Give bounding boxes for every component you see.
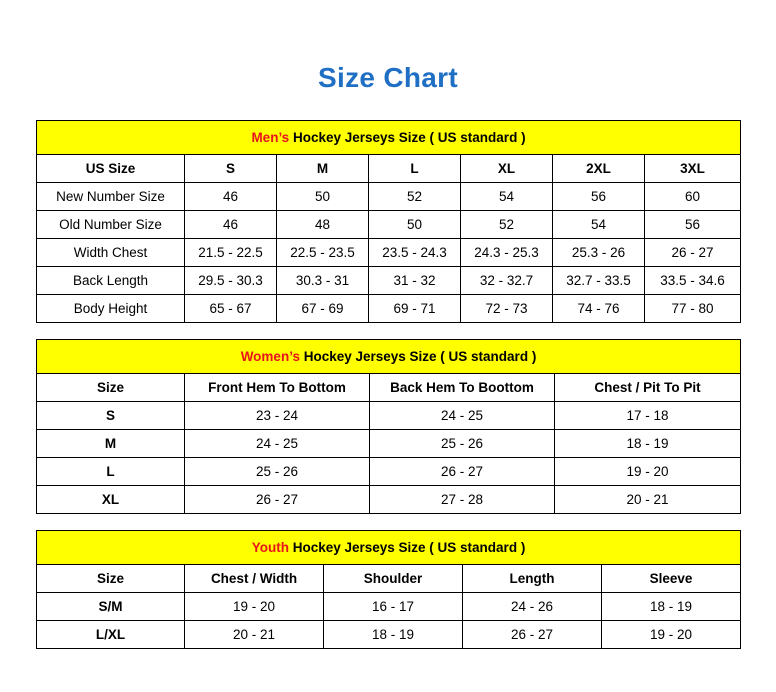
mens-row-1-cell-2: 50 <box>369 211 461 239</box>
womens-row-2-cell-0: 25 - 26 <box>185 458 370 486</box>
mens-row-1-cell-5: 56 <box>645 211 741 239</box>
youth-col-1: Chest / Width <box>185 565 324 593</box>
womens-row-3-cell-1: 27 - 28 <box>370 486 555 514</box>
mens-row-0-cell-4: 56 <box>553 183 645 211</box>
youth-row-1-cell-0: 20 - 21 <box>185 621 324 649</box>
mens-heading-rest: Hockey Jerseys Size ( US standard ) <box>289 129 526 145</box>
womens-row-1-cell-0: 24 - 25 <box>185 430 370 458</box>
table-row <box>37 430 741 458</box>
youth-col-3: Length <box>463 565 602 593</box>
mens-row-0-cell-0: 46 <box>185 183 277 211</box>
mens-heading-group: Men’s <box>251 129 290 145</box>
mens-row-3-cell-3: 32 - 32.7 <box>461 267 553 295</box>
womens-col-1: Front Hem To Bottom <box>185 374 370 402</box>
table-row <box>37 402 741 430</box>
youth-col-0: Size <box>37 565 185 593</box>
mens-row-4-label: Body Height <box>37 295 185 323</box>
youth-heading-group: Youth <box>251 539 289 555</box>
youth-row-1-cell-2: 26 - 27 <box>463 621 602 649</box>
mens-row-2-cell-5: 26 - 27 <box>645 239 741 267</box>
womens-row-1-cell-1: 25 - 26 <box>370 430 555 458</box>
mens-col-0: US Size <box>37 155 185 183</box>
womens-row-1-label: M <box>37 430 185 458</box>
mens-row-2-cell-4: 25.3 - 26 <box>553 239 645 267</box>
mens-row-1-cell-3: 52 <box>461 211 553 239</box>
mens-row-0-cell-3: 54 <box>461 183 553 211</box>
mens-heading <box>37 121 741 155</box>
mens-row-0-cell-1: 50 <box>277 183 369 211</box>
mens-row-4-cell-5: 77 - 80 <box>645 295 741 323</box>
mens-col-3: L <box>369 155 461 183</box>
womens-size-table <box>36 339 741 514</box>
mens-row-4-cell-1: 67 - 69 <box>277 295 369 323</box>
table-row <box>37 267 741 295</box>
mens-row-1-cell-0: 46 <box>185 211 277 239</box>
mens-size-table <box>36 120 741 323</box>
page-title: Size Chart <box>318 62 458 93</box>
womens-row-0-label: S <box>37 402 185 430</box>
table-section-heading <box>37 121 741 155</box>
womens-row-2-cell-2: 19 - 20 <box>555 458 741 486</box>
youth-row-0-cell-3: 18 - 19 <box>602 593 741 621</box>
womens-row-3-cell-0: 26 - 27 <box>185 486 370 514</box>
mens-row-3-cell-0: 29.5 - 30.3 <box>185 267 277 295</box>
mens-row-3-cell-4: 32.7 - 33.5 <box>553 267 645 295</box>
womens-heading-rest: Hockey Jerseys Size ( US standard ) <box>299 348 537 364</box>
mens-col-1: S <box>185 155 277 183</box>
size-chart-tables <box>36 120 740 649</box>
womens-heading <box>37 340 741 374</box>
youth-row-1-label: L/XL <box>37 621 185 649</box>
womens-row-3-cell-2: 20 - 21 <box>555 486 741 514</box>
mens-row-2-label: Width Chest <box>37 239 185 267</box>
youth-row-0-label: S/M <box>37 593 185 621</box>
womens-row-0-cell-1: 24 - 25 <box>370 402 555 430</box>
youth-row-1-cell-1: 18 - 19 <box>324 621 463 649</box>
womens-row-2-label: L <box>37 458 185 486</box>
mens-row-4-cell-0: 65 - 67 <box>185 295 277 323</box>
youth-heading-rest: Hockey Jerseys Size ( US standard ) <box>288 539 526 555</box>
mens-row-3-cell-1: 30.3 - 31 <box>277 267 369 295</box>
youth-col-2: Shoulder <box>324 565 463 593</box>
table-row <box>37 486 741 514</box>
youth-row-0-cell-0: 19 - 20 <box>185 593 324 621</box>
womens-col-2: Back Hem To Boottom <box>370 374 555 402</box>
table-row <box>37 593 741 621</box>
table-row <box>37 211 741 239</box>
mens-row-3-label: Back Length <box>37 267 185 295</box>
mens-row-0-cell-2: 52 <box>369 183 461 211</box>
table-section-heading <box>37 531 741 565</box>
youth-row-1-cell-3: 19 - 20 <box>602 621 741 649</box>
youth-size-table <box>36 530 741 649</box>
spacer-womens-youth <box>36 514 740 530</box>
womens-row-2-cell-1: 26 - 27 <box>370 458 555 486</box>
womens-heading-group: Women’s <box>240 348 300 364</box>
youth-row-0-cell-1: 16 - 17 <box>324 593 463 621</box>
womens-row-0-cell-2: 17 - 18 <box>555 402 741 430</box>
youth-col-4: Sleeve <box>602 565 741 593</box>
mens-col-6: 3XL <box>645 155 741 183</box>
table-header-row <box>37 155 741 183</box>
table-row <box>37 621 741 649</box>
mens-row-2-cell-0: 21.5 - 22.5 <box>185 239 277 267</box>
mens-row-3-cell-2: 31 - 32 <box>369 267 461 295</box>
spacer-mens-womens <box>36 323 740 339</box>
mens-row-3-cell-5: 33.5 - 34.6 <box>645 267 741 295</box>
youth-heading <box>37 531 741 565</box>
youth-row-0-cell-2: 24 - 26 <box>463 593 602 621</box>
mens-row-0-cell-5: 60 <box>645 183 741 211</box>
womens-row-0-cell-0: 23 - 24 <box>185 402 370 430</box>
mens-row-4-cell-4: 74 - 76 <box>553 295 645 323</box>
mens-row-1-label: Old Number Size <box>37 211 185 239</box>
table-row <box>37 183 741 211</box>
mens-col-2: M <box>277 155 369 183</box>
mens-col-4: XL <box>461 155 553 183</box>
womens-col-0: Size <box>37 374 185 402</box>
womens-col-3: Chest / Pit To Pit <box>555 374 741 402</box>
mens-row-4-cell-3: 72 - 73 <box>461 295 553 323</box>
table-header-row <box>37 565 741 593</box>
mens-row-2-cell-2: 23.5 - 24.3 <box>369 239 461 267</box>
womens-row-1-cell-2: 18 - 19 <box>555 430 741 458</box>
mens-col-5: 2XL <box>553 155 645 183</box>
mens-row-1-cell-4: 54 <box>553 211 645 239</box>
mens-row-4-cell-2: 69 - 71 <box>369 295 461 323</box>
mens-row-0-label: New Number Size <box>37 183 185 211</box>
mens-row-2-cell-1: 22.5 - 23.5 <box>277 239 369 267</box>
table-row <box>37 239 741 267</box>
table-row <box>37 458 741 486</box>
table-section-heading <box>37 340 741 374</box>
table-header-row <box>37 374 741 402</box>
mens-row-1-cell-1: 48 <box>277 211 369 239</box>
table-row <box>37 295 741 323</box>
womens-row-3-label: XL <box>37 486 185 514</box>
mens-row-2-cell-3: 24.3 - 25.3 <box>461 239 553 267</box>
